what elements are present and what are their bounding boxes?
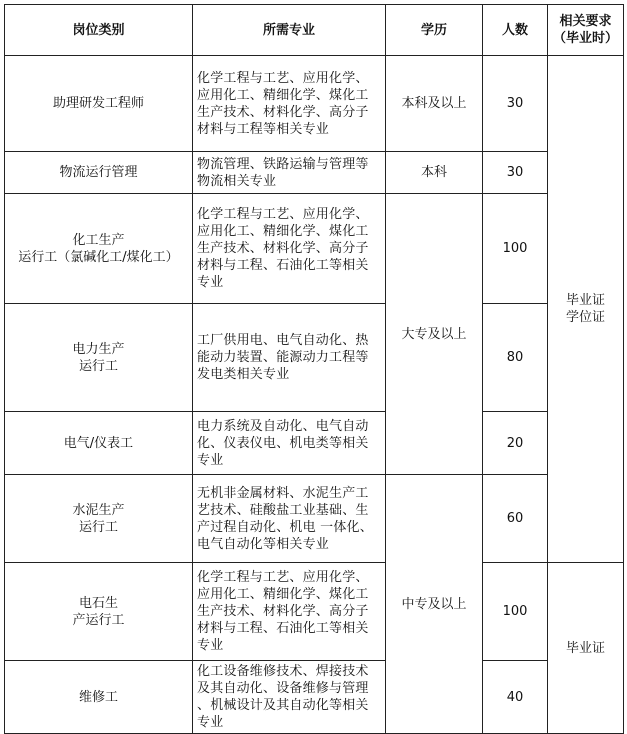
position-cell: 电力生产 运行工	[5, 304, 193, 412]
recruitment-table	[4, 4, 624, 734]
major-cell: 化学工程与工艺、应用化学、 应用化工、精细化学、煤化工 生产技术、材料化学、高分子 材料与工程等相关专业	[193, 56, 386, 152]
requirement-cell-diploma: 毕业证	[548, 563, 624, 734]
recruitment-table-container	[4, 4, 624, 734]
position-cell: 化工生产 运行工（氯碱化工/煤化工）	[5, 194, 193, 304]
header-row	[5, 5, 624, 56]
major-cell: 化学工程与工艺、应用化学、 应用化工、精细化学、煤化工 生产技术、材料化学、高分子 材料与工程、石油化工等相关 专业	[193, 194, 386, 304]
major-cell: 无机非金属材料、水泥生产工 艺技术、硅酸盐工业基础、生 产过程自动化、机电 一体化、 电气自动化等相关专业	[193, 475, 386, 563]
header-major: 所需专业	[193, 5, 386, 56]
major-cell: 物流管理、铁路运输与管理等 物流相关专业	[193, 152, 386, 194]
position-cell: 电石生 产运行工	[5, 563, 193, 661]
position-cell: 维修工	[5, 661, 193, 734]
major-cell: 工厂供用电、电气自动化、热 能动力装置、能源动力工程等 发电类相关专业	[193, 304, 386, 412]
position-cell: 助理研发工程师	[5, 56, 193, 152]
count-cell: 30	[483, 56, 548, 152]
major-cell: 化学工程与工艺、应用化学、 应用化工、精细化学、煤化工 生产技术、材料化学、高分子 材料与工程、石油化工等相关 专业	[193, 563, 386, 661]
education-cell-merged: 大专及以上	[386, 194, 483, 475]
table-row	[5, 661, 624, 734]
table-row	[5, 56, 624, 152]
count-cell: 20	[483, 412, 548, 475]
table-row	[5, 412, 624, 475]
major-cell: 化工设备维修技术、焊接技术 及其自动化、设备维修与管理 、机械设计及其自动化等相关 专业	[193, 661, 386, 734]
education-cell: 本科及以上	[386, 56, 483, 152]
count-cell: 40	[483, 661, 548, 734]
table-row	[5, 304, 624, 412]
count-cell: 100	[483, 563, 548, 661]
header-requirement	[548, 5, 624, 56]
education-cell: 本科	[386, 152, 483, 194]
header-count: 人数	[483, 5, 548, 56]
header-requirement-text: 相关要求 （毕业时）	[552, 14, 618, 46]
table-row	[5, 475, 624, 563]
table-row	[5, 152, 624, 194]
header-position: 岗位类别	[5, 5, 193, 56]
major-cell: 电力系统及自动化、电气自动 化、仪表仪电、机电类等相关 专业	[193, 412, 386, 475]
count-cell: 100	[483, 194, 548, 304]
education-cell-merged: 中专及以上	[386, 475, 483, 734]
position-cell: 物流运行管理	[5, 152, 193, 194]
position-cell: 电气/仪表工	[5, 412, 193, 475]
count-cell: 30	[483, 152, 548, 194]
count-cell: 80	[483, 304, 548, 412]
header-education: 学历	[386, 5, 483, 56]
requirement-cell-degree: 毕业证 学位证	[548, 56, 624, 563]
count-cell: 60	[483, 475, 548, 563]
position-cell: 水泥生产 运行工	[5, 475, 193, 563]
table-row	[5, 194, 624, 304]
table-row	[5, 563, 624, 661]
